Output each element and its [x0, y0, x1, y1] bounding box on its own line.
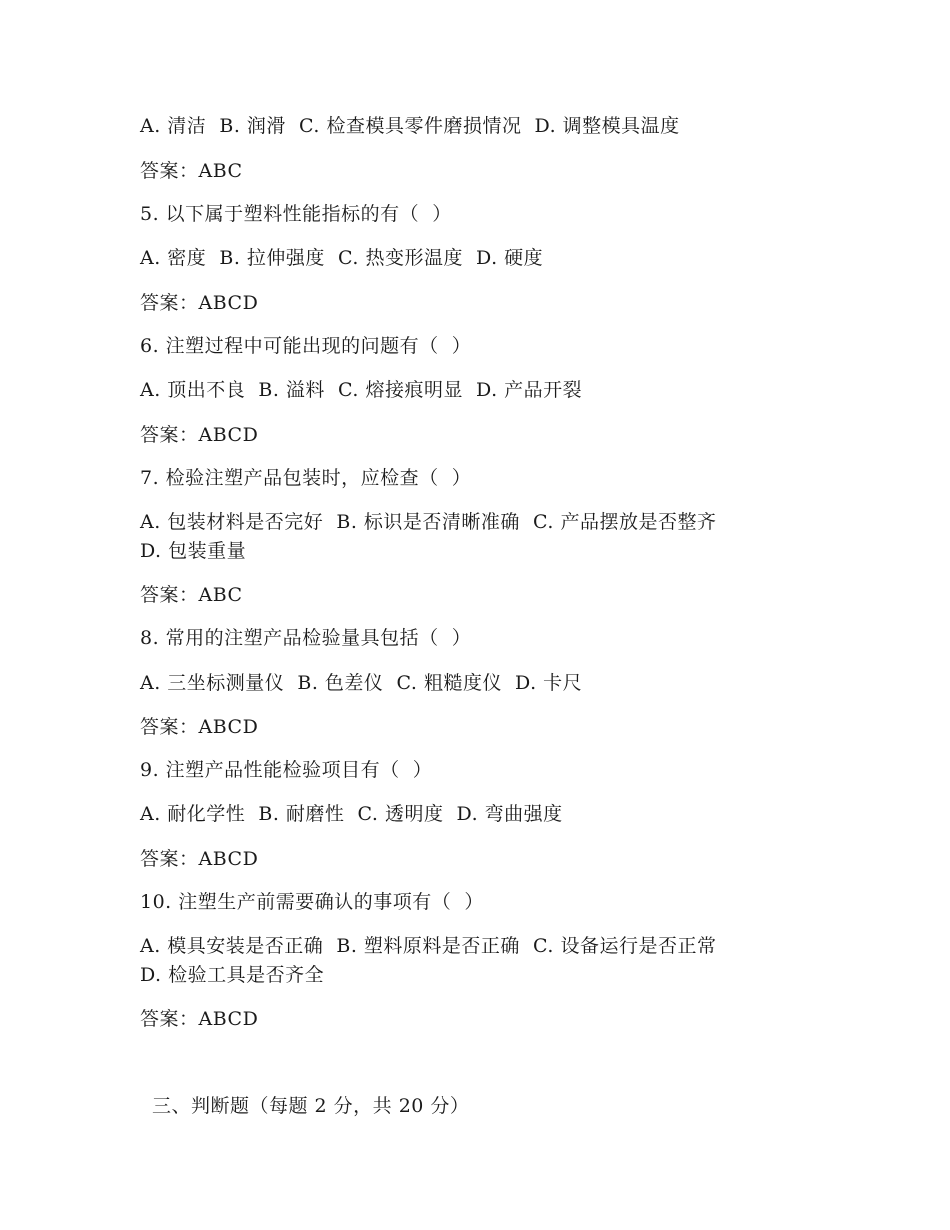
q4-options: A. 清洁 B. 润滑 C. 检查模具零件磨损情况 D. 调整模具温度: [140, 115, 680, 137]
q9-options: A. 耐化学性 B. 耐磨性 C. 透明度 D. 弯曲强度: [140, 803, 563, 825]
q4-answer: 答案：ABC: [140, 160, 243, 182]
q10-options-line2: D. 检验工具是否齐全: [140, 964, 325, 986]
q10-answer: 答案：ABCD: [140, 1008, 259, 1030]
q5-options: A. 密度 B. 拉伸强度 C. 热变形温度 D. 硬度: [140, 247, 544, 269]
q7-question: 7. 检验注塑产品包装时，应检查（ ）: [140, 467, 472, 489]
q10-options-line1: A. 模具安装是否正确 B. 塑料原料是否正确 C. 设备运行是否正常: [140, 935, 717, 957]
q5-question: 5. 以下属于塑料性能指标的有（ ）: [140, 203, 452, 225]
q8-options: A. 三坐标测量仪 B. 色差仪 C. 粗糙度仪 D. 卡尺: [140, 672, 583, 694]
q5-answer: 答案：ABCD: [140, 292, 259, 314]
q6-question: 6. 注塑过程中可能出现的问题有（ ）: [140, 335, 472, 357]
q7-options-line1: A. 包装材料是否完好 B. 标识是否清晰准确 C. 产品摆放是否整齐: [140, 511, 717, 533]
section-heading: 三、判断题（每题 2 分，共 20 分）: [152, 1095, 470, 1117]
q7-options-line2: D. 包装重量: [140, 540, 247, 562]
q10-question: 10. 注塑生产前需要确认的事项有（ ）: [140, 891, 484, 913]
q9-question: 9. 注塑产品性能检验项目有（ ）: [140, 759, 433, 781]
q8-question: 8. 常用的注塑产品检验量具包括（ ）: [140, 627, 472, 649]
q7-answer: 答案：ABC: [140, 584, 243, 606]
q6-answer: 答案：ABCD: [140, 424, 259, 446]
q9-answer: 答案：ABCD: [140, 848, 259, 870]
q8-answer: 答案：ABCD: [140, 716, 259, 738]
q6-options: A. 顶出不良 B. 溢料 C. 熔接痕明显 D. 产品开裂: [140, 379, 583, 401]
